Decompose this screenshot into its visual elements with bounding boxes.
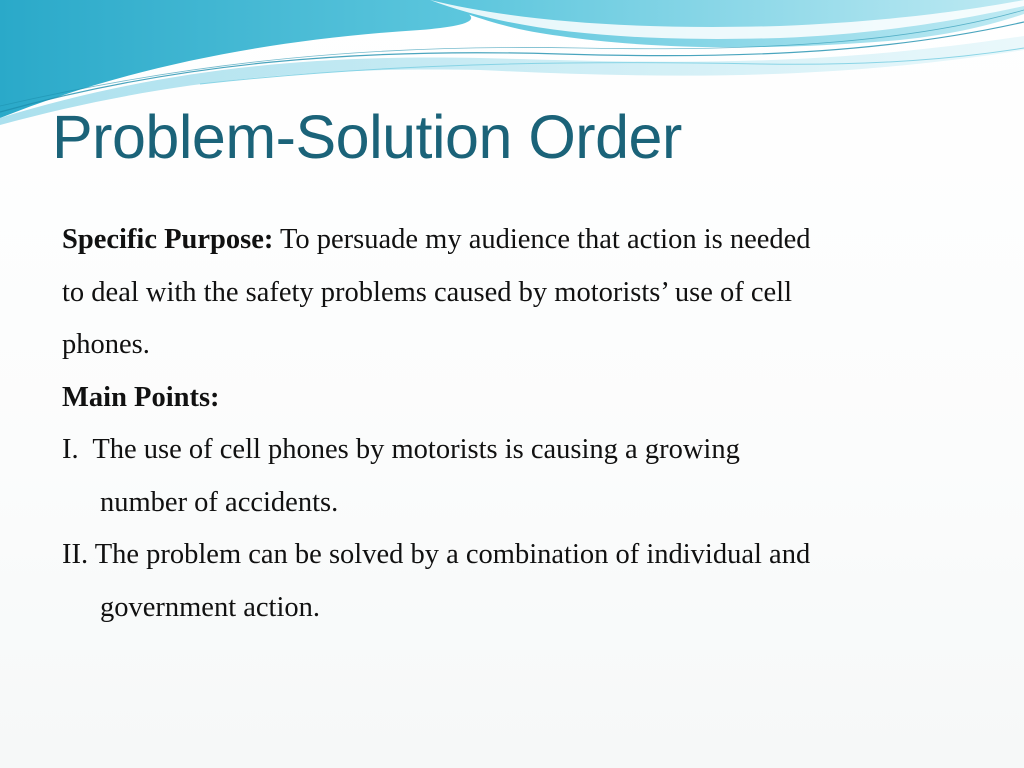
main-point-1	[62, 424, 962, 529]
specific-purpose-label: Specific Purpose:	[62, 224, 274, 255]
main-point-2-line2: government action.	[100, 591, 321, 623]
specific-purpose-text-line1: To persuade my audience that action is needed	[279, 224, 811, 255]
slide-body	[62, 214, 962, 634]
main-point-2	[62, 529, 962, 634]
specific-purpose-text-line2: to deal with the safety problems caused by motorists’ use of cell	[62, 276, 792, 308]
specific-purpose-text-line3: phones.	[62, 329, 150, 360]
slide-title: Problem-Solution Order	[52, 103, 682, 171]
main-point-1-line1: I. The use of cell phones by motorists is causing a growing	[62, 434, 740, 465]
main-points-label: Main Points:	[62, 381, 220, 413]
specific-purpose-paragraph	[62, 214, 962, 372]
main-point-1-line2: number of accidents.	[100, 486, 339, 518]
main-point-2-line1: II. The problem can be solved by a combination of individual and	[62, 539, 811, 570]
